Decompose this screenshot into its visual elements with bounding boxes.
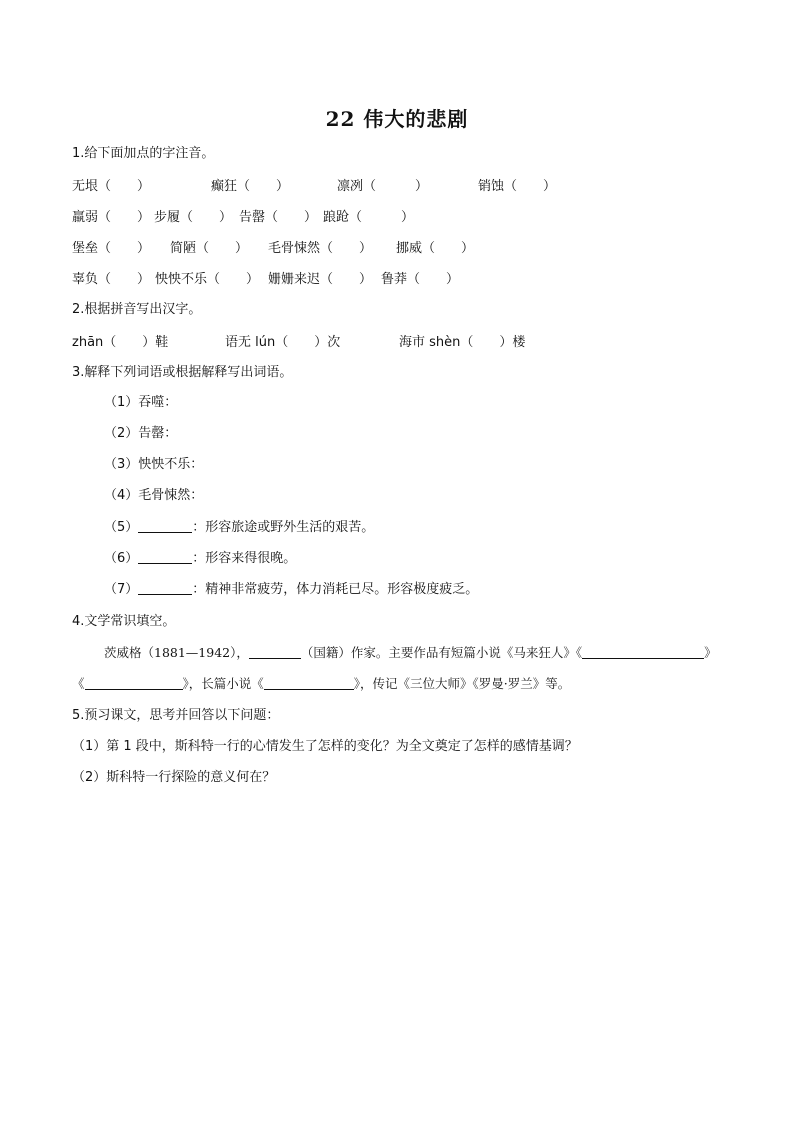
answer-blank[interactable]	[138, 549, 192, 564]
q3-item-number: （2）	[104, 426, 139, 441]
answer-blank[interactable]	[582, 644, 704, 659]
q1-item: 羸弱（ ）	[72, 210, 151, 225]
q1-heading: 1.给下面加点的字注音。	[72, 146, 215, 161]
q1-item: 堡垒（ ）	[72, 241, 151, 256]
q3-item-text: 告罄：	[138, 426, 178, 441]
q3-item-2	[104, 424, 177, 444]
q5-heading: 5.预习课文，思考并回答以下问题：	[72, 708, 280, 723]
q1-item: 挪威（ ）	[396, 241, 475, 256]
answer-blank[interactable]	[249, 644, 301, 659]
q3-item-5	[104, 518, 374, 538]
q2-item: 海市 shèn（ ）楼	[399, 335, 526, 350]
q1-item: 癫狂（ ）	[211, 179, 290, 194]
q3-item-text: ：形容来得很晚。	[192, 551, 297, 566]
q3-item-7	[104, 580, 478, 600]
q4-heading: 4.文学常识填空。	[72, 614, 176, 629]
q1-item: 踉跄（ ）	[323, 210, 415, 225]
q3-item-6	[104, 549, 296, 569]
q4-text: 》，传记《三位大师》《罗曼·罗兰》等。	[353, 676, 571, 691]
q1-item: 销蚀（ ）	[478, 179, 557, 194]
q3-item-4	[104, 486, 203, 506]
q3-heading: 3.解释下列词语或根据解释写出词语。	[72, 365, 293, 380]
q3-item-text: ：形容旅途或野外生活的艰苦。	[192, 520, 375, 535]
q3-item-3	[104, 455, 203, 475]
q1-item: 毛骨悚然（ ）	[268, 241, 373, 256]
q1-item: 辜负（ ）	[72, 272, 151, 287]
q2-item: 语无 lún（ ）次	[225, 335, 341, 350]
q1-item: 凛冽（ ）	[337, 179, 429, 194]
q2-item: zhān（ ）鞋	[72, 335, 169, 350]
answer-blank[interactable]	[85, 675, 183, 690]
q3-item-1	[104, 393, 177, 413]
page-title: 22 伟大的悲剧	[325, 107, 469, 131]
q3-item-number: （1）	[104, 395, 139, 410]
q4-text: 》，长篇小说《	[182, 676, 264, 691]
q1-item: 步履（ ）	[154, 210, 233, 225]
q4-text: 茨威格（1881—1942），	[104, 645, 249, 660]
q2-heading: 2.根据拼音写出汉字。	[72, 302, 202, 317]
answer-blank[interactable]	[138, 580, 192, 595]
q3-item-text: 吞噬：	[138, 395, 178, 410]
q3-item-text: 毛骨悚然：	[138, 488, 204, 503]
q3-item-number: （5）	[104, 520, 139, 535]
q5-item-2: （2）斯科特一行探险的意义何在？	[72, 770, 276, 785]
q3-item-number: （7）	[104, 582, 139, 597]
q4-text: 《	[72, 676, 85, 691]
q1-item: 无垠（ ）	[72, 179, 151, 194]
q1-item: 鲁莽（ ）	[381, 272, 460, 287]
answer-blank[interactable]	[138, 518, 192, 533]
q3-item-number: （6）	[104, 551, 139, 566]
q3-item-number: （3）	[104, 457, 139, 472]
q3-item-number: （4）	[104, 488, 139, 503]
q3-item-text: 怏怏不乐：	[138, 457, 204, 472]
q4-text: （国籍）作家。主要作品有短篇小说《马来狂人》《	[300, 645, 583, 660]
q4-line-1	[104, 643, 717, 663]
q3-item-text: ：精神非常疲劳，体力消耗已尽。形容极度疲乏。	[192, 582, 479, 597]
q4-line-2	[72, 674, 570, 694]
q1-item: 怏怏不乐（ ）	[155, 272, 260, 287]
q1-item: 姗姗来迟（ ）	[268, 272, 373, 287]
q1-item: 告罄（ ）	[239, 210, 318, 225]
answer-blank[interactable]	[264, 675, 354, 690]
q5-item-1: （1）第 1 段中，斯科特一行的心情发生了怎样的变化？为全文奠定了怎样的感情基调？	[72, 739, 578, 754]
q1-item: 简陋（ ）	[170, 241, 249, 256]
q4-text: 》	[704, 645, 717, 660]
